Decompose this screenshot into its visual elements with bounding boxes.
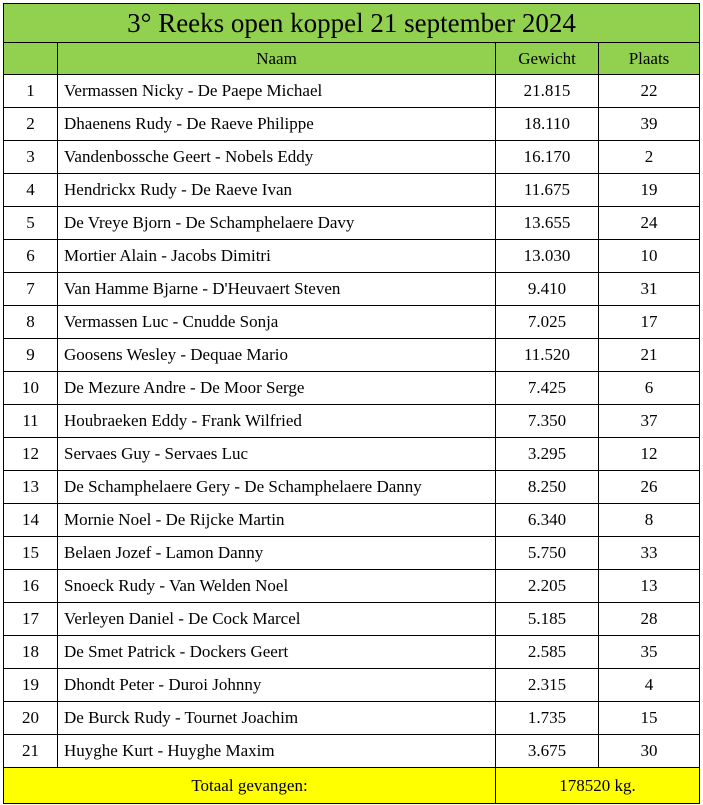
results-table: [3, 3, 700, 804]
row-weight: 2.585: [496, 636, 599, 669]
row-name: Mornie Noel - De Rijcke Martin: [58, 504, 496, 537]
row-number: 21: [4, 735, 58, 768]
row-name: Huyghe Kurt - Huyghe Maxim: [58, 735, 496, 768]
table-row: [4, 141, 700, 174]
table-row: [4, 306, 700, 339]
row-place: 30: [599, 735, 700, 768]
row-name: De Vreye Bjorn - De Schamphelaere Davy: [58, 207, 496, 240]
row-number: 1: [4, 75, 58, 108]
table-row: [4, 702, 700, 735]
row-number: 9: [4, 339, 58, 372]
row-weight: 11.675: [496, 174, 599, 207]
row-name: Hendrickx Rudy - De Raeve Ivan: [58, 174, 496, 207]
row-weight: 18.110: [496, 108, 599, 141]
table-row: [4, 273, 700, 306]
row-name: Vandenbossche Geert - Nobels Eddy: [58, 141, 496, 174]
row-place: 13: [599, 570, 700, 603]
row-weight: 7.350: [496, 405, 599, 438]
total-label: Totaal gevangen:: [4, 768, 496, 804]
row-place: 12: [599, 438, 700, 471]
title-row: [4, 4, 700, 43]
header-row: [4, 43, 700, 75]
row-weight: 13.030: [496, 240, 599, 273]
row-place: 35: [599, 636, 700, 669]
table-row: [4, 339, 700, 372]
row-name: De Smet Patrick - Dockers Geert: [58, 636, 496, 669]
table-row: [4, 735, 700, 768]
row-number: 14: [4, 504, 58, 537]
total-row: [4, 768, 700, 804]
header-weight: Gewicht: [496, 43, 599, 75]
table-row: [4, 240, 700, 273]
row-name: Mortier Alain - Jacobs Dimitri: [58, 240, 496, 273]
row-name: Dhondt Peter - Duroi Johnny: [58, 669, 496, 702]
row-number: 13: [4, 471, 58, 504]
row-place: 31: [599, 273, 700, 306]
row-place: 2: [599, 141, 700, 174]
row-name: Belaen Jozef - Lamon Danny: [58, 537, 496, 570]
row-place: 10: [599, 240, 700, 273]
row-weight: 21.815: [496, 75, 599, 108]
row-place: 28: [599, 603, 700, 636]
row-name: Vermassen Luc - Cnudde Sonja: [58, 306, 496, 339]
table-row: [4, 372, 700, 405]
row-weight: 2.205: [496, 570, 599, 603]
row-weight: 13.655: [496, 207, 599, 240]
row-weight: 5.750: [496, 537, 599, 570]
header-name: Naam: [58, 43, 496, 75]
row-number: 15: [4, 537, 58, 570]
table-row: [4, 108, 700, 141]
row-weight: 7.425: [496, 372, 599, 405]
table-row: [4, 636, 700, 669]
row-place: 15: [599, 702, 700, 735]
row-place: 26: [599, 471, 700, 504]
row-weight: 6.340: [496, 504, 599, 537]
row-weight: 3.675: [496, 735, 599, 768]
row-number: 18: [4, 636, 58, 669]
row-name: De Mezure Andre - De Moor Serge: [58, 372, 496, 405]
row-weight: 16.170: [496, 141, 599, 174]
row-name: De Schamphelaere Gery - De Schamphelaere Danny: [58, 471, 496, 504]
header-place: Plaats: [599, 43, 700, 75]
row-place: 37: [599, 405, 700, 438]
row-number: 3: [4, 141, 58, 174]
row-weight: 8.250: [496, 471, 599, 504]
row-weight: 3.295: [496, 438, 599, 471]
row-number: 5: [4, 207, 58, 240]
row-number: 20: [4, 702, 58, 735]
row-place: 19: [599, 174, 700, 207]
row-place: 8: [599, 504, 700, 537]
row-number: 8: [4, 306, 58, 339]
row-name: De Burck Rudy - Tournet Joachim: [58, 702, 496, 735]
row-place: 24: [599, 207, 700, 240]
row-number: 2: [4, 108, 58, 141]
row-number: 10: [4, 372, 58, 405]
row-name: Vermassen Nicky - De Paepe Michael: [58, 75, 496, 108]
row-weight: 1.735: [496, 702, 599, 735]
row-weight: 5.185: [496, 603, 599, 636]
page-title: 3° Reeks open koppel 21 september 2024: [4, 4, 700, 43]
row-place: 33: [599, 537, 700, 570]
table-row: [4, 75, 700, 108]
table-row: [4, 174, 700, 207]
table-row: [4, 669, 700, 702]
row-number: 11: [4, 405, 58, 438]
row-number: 17: [4, 603, 58, 636]
row-weight: 11.520: [496, 339, 599, 372]
total-value: 178520 kg.: [496, 768, 700, 804]
row-weight: 2.315: [496, 669, 599, 702]
row-name: Dhaenens Rudy - De Raeve Philippe: [58, 108, 496, 141]
table-row: [4, 405, 700, 438]
row-number: 19: [4, 669, 58, 702]
header-nr: [4, 43, 58, 75]
row-place: 21: [599, 339, 700, 372]
row-name: Goosens Wesley - Dequae Mario: [58, 339, 496, 372]
row-weight: 9.410: [496, 273, 599, 306]
table-row: [4, 537, 700, 570]
table-row: [4, 471, 700, 504]
row-place: 39: [599, 108, 700, 141]
table-row: [4, 570, 700, 603]
row-number: 6: [4, 240, 58, 273]
table-row: [4, 504, 700, 537]
table-row: [4, 603, 700, 636]
results-sheet: [3, 3, 700, 804]
row-name: Snoeck Rudy - Van Welden Noel: [58, 570, 496, 603]
row-place: 6: [599, 372, 700, 405]
row-name: Van Hamme Bjarne - D'Heuvaert Steven: [58, 273, 496, 306]
row-number: 4: [4, 174, 58, 207]
row-name: Houbraeken Eddy - Frank Wilfried: [58, 405, 496, 438]
table-row: [4, 207, 700, 240]
row-place: 22: [599, 75, 700, 108]
table-row: [4, 438, 700, 471]
row-place: 17: [599, 306, 700, 339]
row-number: 12: [4, 438, 58, 471]
row-place: 4: [599, 669, 700, 702]
row-number: 16: [4, 570, 58, 603]
row-weight: 7.025: [496, 306, 599, 339]
row-name: Verleyen Daniel - De Cock Marcel: [58, 603, 496, 636]
row-name: Servaes Guy - Servaes Luc: [58, 438, 496, 471]
row-number: 7: [4, 273, 58, 306]
